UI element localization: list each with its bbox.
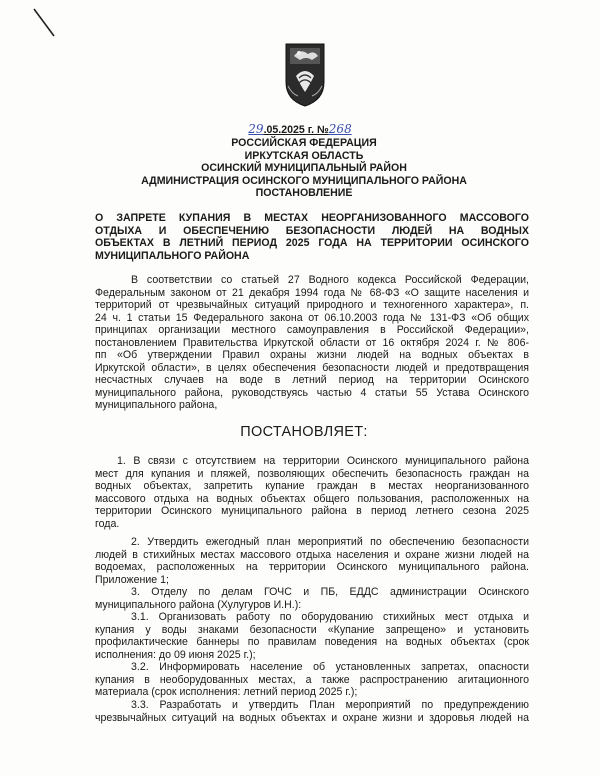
item-3-3-paragraph [95, 699, 529, 724]
text-line: 3. Отделу по делам ГОЧС и ПБ, ЕДДС администрации Осинского [131, 586, 529, 598]
header-district: ОСИНСКИЙ МУНИЦИПАЛЬНЫЙ РАЙОН [201, 162, 407, 175]
text-line: 3.2. Информировать население об установленных запретах, опасности [131, 661, 529, 673]
text-line: несчастных случаев на воде в летний период на территории Осинского [95, 374, 529, 386]
title-line: МУНИЦИПАЛЬНОГО РАЙОНА [95, 250, 250, 263]
text-line: профилактические баннеры по правилам поведения на водных объектах (срок [95, 636, 529, 648]
title-line: ОТДЫХА И ОБЕСПЕЧЕНИЮ БЕЗОПАСНОСТИ ЛЮДЕЙ НА ВОДНЫХ [95, 224, 529, 237]
text-line: 1. В связи с отсутствием на территории Осинского муниципального района [117, 455, 529, 467]
text-line: Приложение 1; [95, 573, 169, 586]
text-line: водных объектах, запретить купание граждан в местах неорганизованного [95, 480, 529, 492]
printed-date: .05.2025 г. № [263, 124, 329, 136]
text-line: территории Осинского муниципального района в период летнего сезона 2025 [95, 505, 529, 517]
item-2-paragraph [95, 536, 529, 586]
header-country: РОССИЙСКАЯ ФЕДЕРАЦИЯ [231, 137, 377, 149]
item-3-2-paragraph [95, 661, 529, 699]
header-region: ИРКУТСКАЯ ОБЛАСТЬ [244, 149, 364, 162]
text-line: 3.3. Разработать и утвердить План мероприятий по предупреждению [131, 699, 529, 711]
document-number-line [0, 122, 600, 136]
text-line: купания в необорудованных местах, а также распространению агитационного [95, 673, 529, 686]
text-line: людей в стихийных местах массового отдыха населения и охране жизни людей на [95, 548, 529, 561]
text-line: территорий от чрезвычайных ситуаций природного и техногенного характера», п. [95, 299, 529, 311]
text-line: материала (срок исполнения: летний период 2025 г.); [95, 686, 358, 698]
text-line: купания у воды знаками безопасности «Купание запрещено» и установить [95, 623, 529, 636]
text-line: пп «Об утверждении Правил охраны жизни людей на водных объектах в [95, 349, 529, 361]
text-line: 3.1. Организовать работу по оборудованию стихийных мест отдыха и [131, 611, 529, 623]
handwritten-number: 268 [328, 122, 352, 136]
text-line: муниципального района (Хулугуров И.Н.): [95, 598, 302, 611]
text-line: исполнения: до 09 июня 2025 г.); [95, 648, 256, 661]
document-header [0, 137, 600, 200]
text-line: 2. Утвердить ежегодный план мероприятий по обеспечению безопасности [131, 536, 529, 548]
document-title [95, 212, 529, 263]
text-line: чрезвычайных ситуаций на водных объектах и охране жизни и здоровья людей на [95, 711, 529, 724]
text-line: года. [95, 517, 120, 530]
text-line: постановлением Правительства Иркутской области от 16 октября 2024 г. № 806- [95, 336, 529, 349]
pen-stroke-mark [30, 6, 60, 40]
handwritten-day: 29 [248, 122, 264, 136]
coat-of-arms-emblem [282, 42, 328, 108]
item-3-1-paragraph [95, 611, 529, 661]
preamble-paragraph [95, 274, 529, 412]
text-line: мест для купания и пляжей, позволяющих обеспечить безопасность граждан на [95, 467, 529, 480]
header-doc-type: ПОСТАНОВЛЕНИЕ [255, 187, 353, 200]
title-line: О ЗАПРЕТЕ КУПАНИЯ В МЕСТАХ НЕОРГАНИЗОВАННОГО МАССОВОГО [95, 212, 529, 224]
text-line: массового отдыха на водных объектах общего пользования, расположенных на [95, 492, 529, 505]
header-administration: АДМИНИСТРАЦИЯ ОСИНСКОГО МУНИЦИПАЛЬНОГО РАЙОНА [141, 174, 467, 187]
title-line: ОБЪЕКТАХ В ЛЕТНИЙ ПЕРИОД 2025 ГОДА НА ТЕРРИТОРИИ ОСИНСКОГО [95, 237, 529, 250]
text-line: водоемах, расположенных на территории Осинского муниципального района. [95, 561, 529, 573]
text-line: Иркутской области», в целях обеспечения безопасности людей и предотвращения [95, 361, 529, 374]
item-1-paragraph [95, 455, 529, 530]
text-line: принципах организации местного самоуправления в Российской Федерации», [95, 324, 529, 336]
text-line: 24 ч. 1 статьи 15 Федерального закона от 06.10.2003 года № 131-ФЗ «Об общих [95, 311, 529, 324]
text-line: муниципального района, [95, 399, 218, 411]
text-line: В соответствии со статьей 27 Водного кодекса Российской Федерации, [131, 274, 529, 286]
item-3-paragraph [95, 586, 529, 611]
text-line: Федеральным законом от 21 декабря 1994 года № 68-ФЗ «О защите населения и [95, 286, 529, 299]
text-line: муниципального района, руководствуясь частью 4 статьи 55 Устава Осинского [95, 386, 529, 399]
postanovlyaet-heading: ПОСТАНОВЛЯЕТ: [240, 424, 368, 440]
